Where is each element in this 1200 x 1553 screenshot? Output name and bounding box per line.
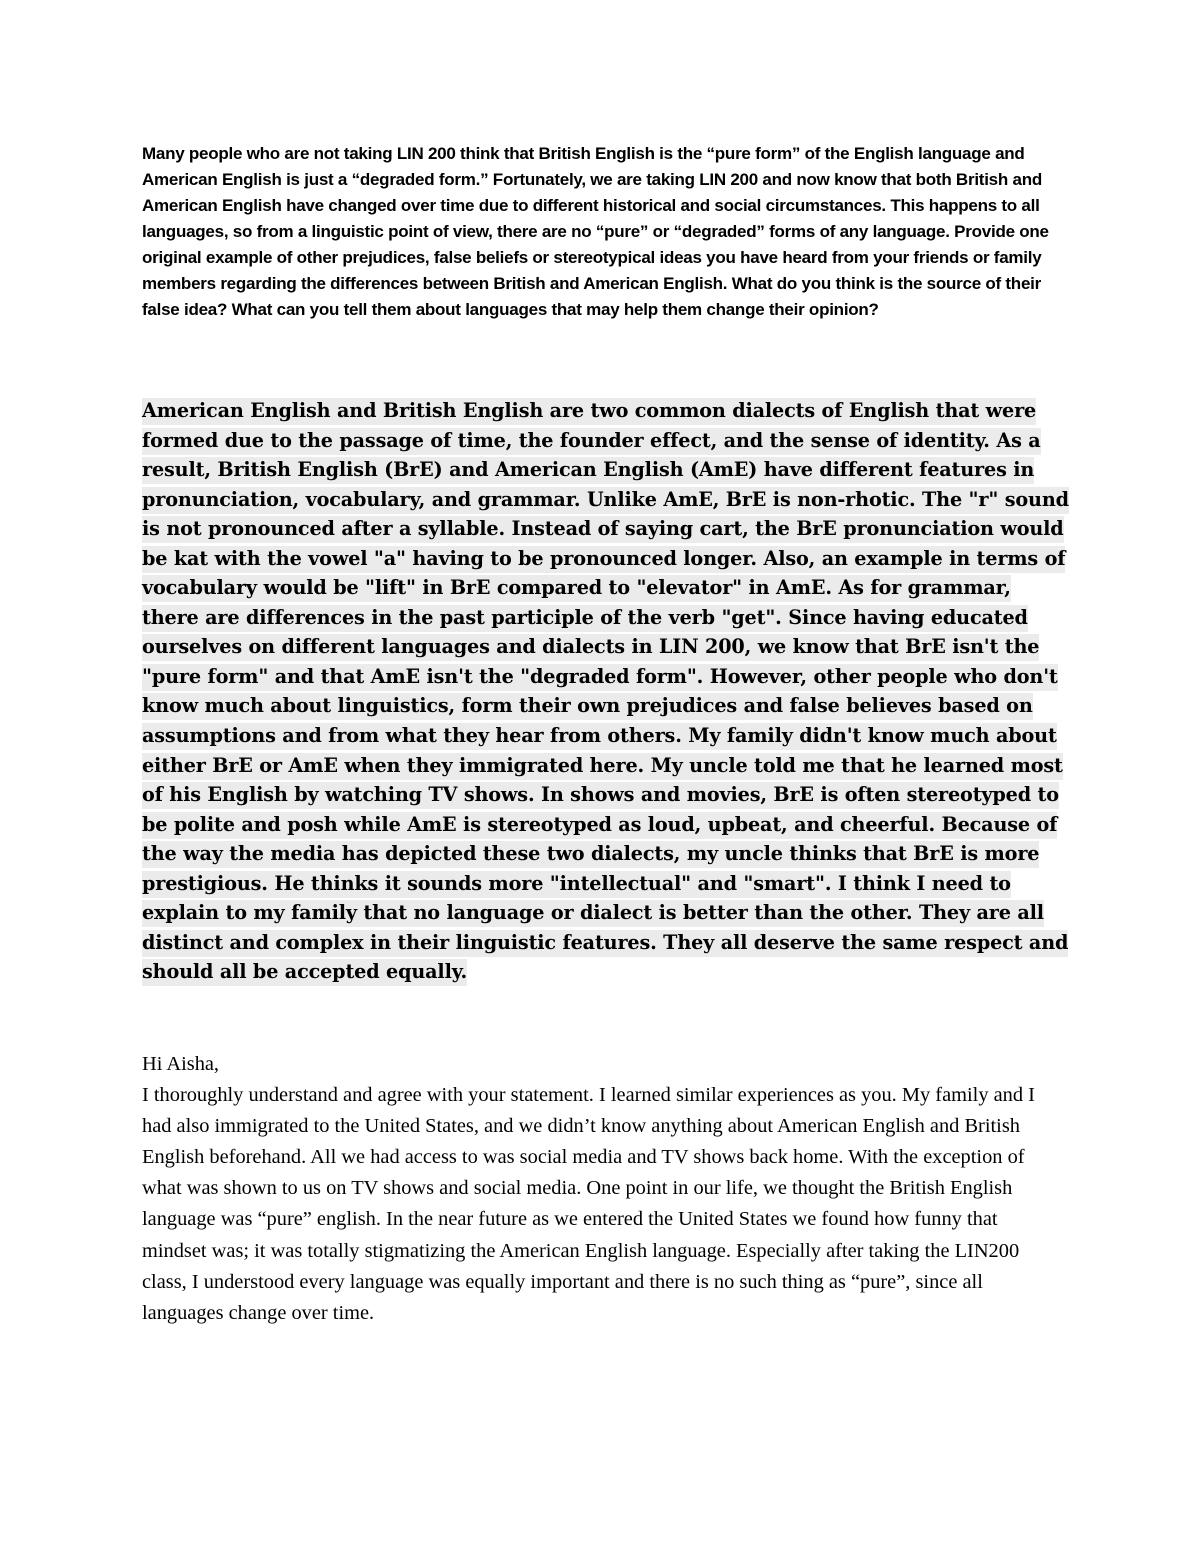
peer-reply — [142, 1049, 1067, 1329]
reply-greeting: Hi Aisha, — [142, 1053, 220, 1075]
reply-body: I thoroughly understand and agree with your statement. I learned similar experiences as you. My family and I had also immigrated to the United States, and we didn’t know anything about American English and British English beforehand. All we had access to was social media and TV shows back home. With the exception of what was shown to us on TV shows and social media. One point in our life, we thought the British English language was “pure” english. In the near future as we entered the United States we found how funny that mindset was; it was totally stigmatizing the American English language. Especially after taking the LIN200 class, I understood every language was equally important and there is no such thing as “pure”, since all languages change over time. — [142, 1084, 1035, 1324]
student-answer — [142, 396, 1072, 987]
assignment-prompt: Many people who are not taking LIN 200 think that British English is the “pure form” of the English language and American English is just a “degraded form.” Fortunately, we are taking LIN 200 and now know that both British and American English have changed over time due to different historical and social circumstances. This happens to all languages, so from a linguistic point of view, there are no “pure” or “degraded” forms of any language. Provide one original example of other prejudices, false beliefs or stereotypical ideas you have heard from your friends or family members regarding the differences between British and American English. What do you think is the source of their false idea? What can you tell them about languages that may help them change their opinion? — [142, 144, 1049, 319]
highlighted-answer-text: American English and British English are two common dialects of English that were formed due to the passage of time, the founder effect, and the sense of identity. As a result, British English (BrE) and American English (AmE) have different features in pronunciation, vocabulary, and grammar. Unlike AmE, BrE is non-rhotic. The "r" sound is not pronounced after a syllable. Instead of saying cart, the BrE pronunciation would be kat with the vowel "a" having to be pronounced longer. Also, an example in terms of vocabulary would be "lift" in BrE compared to "elevator" in AmE. As for grammar, there are differences in the past participle of the verb "get". Since having educated ourselves on different languages and dialects in LIN 200, we know that BrE isn't the "pure form" and that AmE isn't the "degraded form". However, other people who don't know much about linguistics, form their own prejudices and false believes based on assumptions and from what they hear from others. My family didn't know much about either BrE or AmE when they immigrated here. My uncle told me that he learned most of his English by watching TV shows. In shows and movies, BrE is often stereotyped to be polite and posh while AmE is stereotyped as loud, upbeat, and cheerful. Because of the way the media has depicted these two dialects, my uncle thinks that BrE is more prestigious. He thinks it sounds more "intellectual" and "smart". I think I need to explain to my family that no language or dialect is better than the other. They are all distinct and complex in their linguistic features. They all deserve the same respect and should all be accepted equally. — [142, 398, 1069, 986]
